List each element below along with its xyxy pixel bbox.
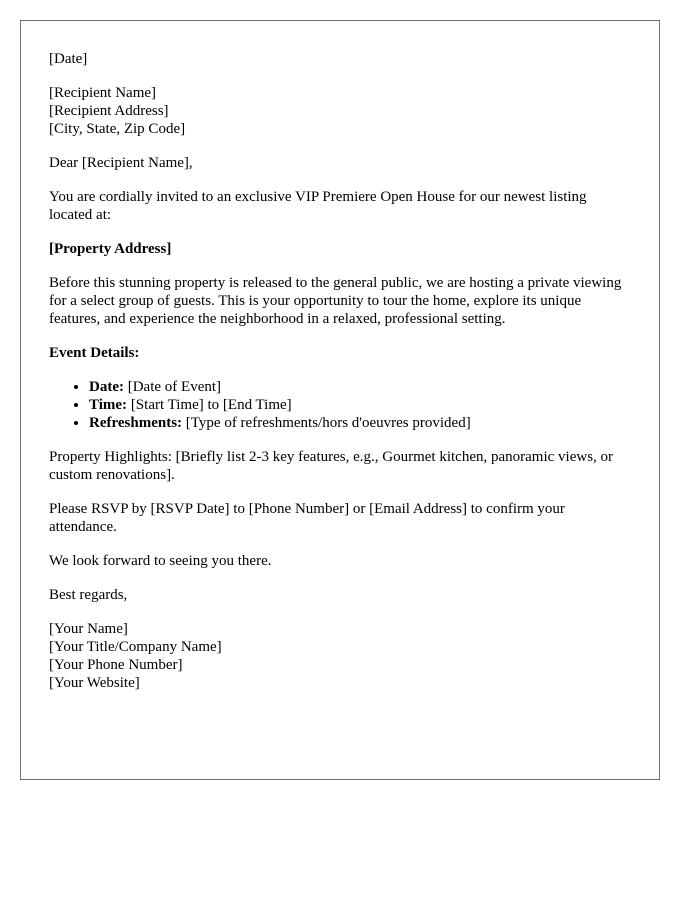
closing-line: We look forward to seeing you there. — [49, 553, 272, 569]
recipient-city-state-zip: [City, State, Zip Code] — [49, 121, 186, 137]
sign-off: Best regards, — [49, 587, 128, 603]
property-address: [Property Address] — [49, 241, 172, 257]
recipient-name: [Recipient Name] — [49, 85, 157, 101]
event-time-value: [Start Time] to [End Time] — [130, 397, 292, 413]
highlights-paragraph: Property Highlights: [Briefly list 2-3 key features, e.g., Gourmet kitchen, panoramic views, or custom renovations]. — [49, 449, 614, 483]
event-details-heading: Event Details: — [49, 345, 140, 361]
sender-title-company: [Your Title/Company Name] — [49, 639, 222, 655]
list-item — [89, 378, 631, 396]
rsvp-paragraph: Please RSVP by [RSVP Date] to [Phone Number] or [Email Address] to confirm your attendance. — [49, 501, 565, 535]
sender-website: [Your Website] — [49, 675, 140, 691]
list-item — [89, 414, 631, 432]
sender-name: [Your Name] — [49, 621, 128, 637]
date-line: [Date] — [49, 51, 88, 67]
event-refreshments-label: Refreshments: — [89, 415, 183, 431]
event-time-label: Time: — [89, 397, 128, 413]
recipient-address: [Recipient Address] — [49, 103, 169, 119]
sender-phone: [Your Phone Number] — [49, 657, 183, 673]
recipient-block — [49, 84, 631, 138]
list-item — [89, 396, 631, 414]
event-date-label: Date: — [89, 379, 124, 395]
letter-page — [20, 20, 660, 780]
event-details-list — [49, 378, 631, 432]
event-date-value: [Date of Event] — [127, 379, 222, 395]
sender-block — [49, 620, 631, 692]
salutation: Dear [Recipient Name], — [49, 155, 193, 171]
intro-paragraph: You are cordially invited to an exclusive VIP Premiere Open House for our newest listing located at: — [49, 189, 587, 223]
description-paragraph: Before this stunning property is released to the general public, we are hosting a private viewing for a select group of guests. This is your opportunity to tour the home, explore its unique features, and experience the neighborhood in a relaxed, professional setting. — [49, 275, 622, 327]
event-refreshments-value: [Type of refreshments/hors d'oeuvres provided] — [185, 415, 471, 431]
